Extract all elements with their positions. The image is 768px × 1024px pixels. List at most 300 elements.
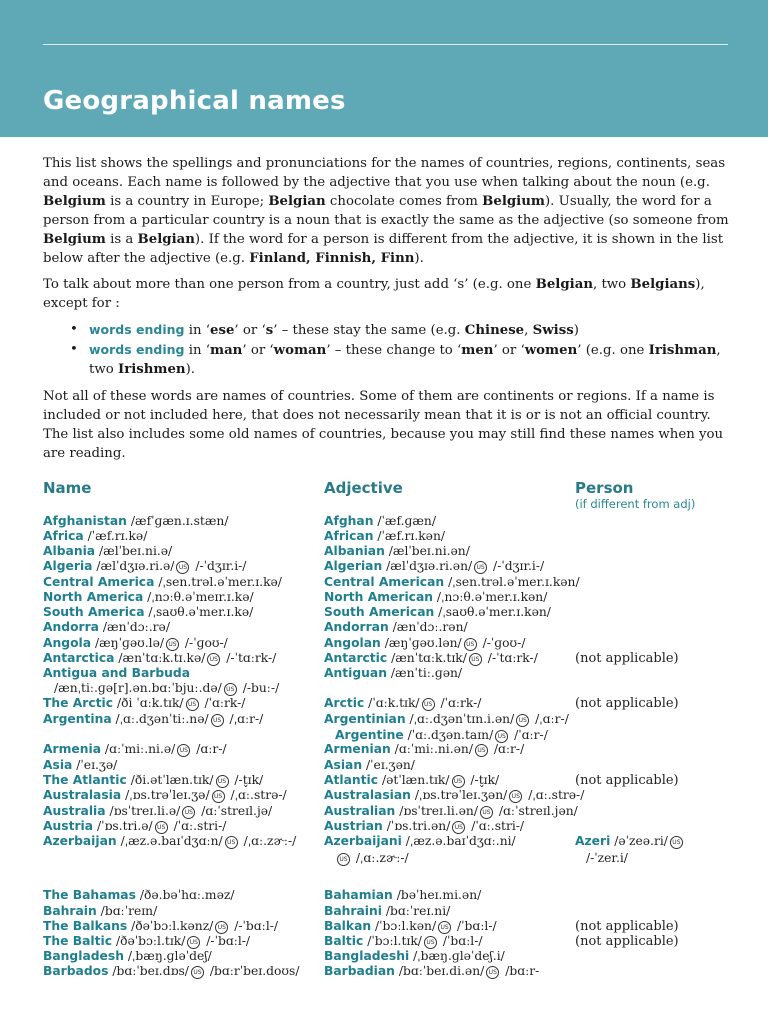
entry-row xyxy=(0,963,768,979)
highlight-term: words ending xyxy=(89,342,185,357)
adjective-pronunciation: /ænˈdɔː.rən/ xyxy=(388,620,468,634)
entry-person-cell xyxy=(586,850,628,866)
bold-term: Belgian xyxy=(535,277,593,292)
place-name: Central America xyxy=(43,575,155,589)
adjective-pronunciation: /ˌɑː.dʒənˈtɪn.i.ən/ xyxy=(405,712,515,726)
entry-adjective-cell xyxy=(324,887,481,903)
column-header-person: Person xyxy=(575,479,634,497)
entry-adjective-cell xyxy=(324,574,580,590)
entry-name-cell xyxy=(43,711,263,727)
entry-name-cell xyxy=(43,741,227,757)
us-pronunciation-icon: US xyxy=(187,936,200,949)
entry-name-cell xyxy=(43,757,117,773)
place-name: The Atlantic xyxy=(43,773,127,787)
name-pronunciation: /ˈæf.rɪ.kə/ xyxy=(83,529,148,543)
name-pronunciation: /bɑːˈbeɪ.dɒs/ xyxy=(108,964,189,978)
adjective-pronunciation: /ænˈtɑːk.tɪk/ xyxy=(387,651,467,665)
name-us-pronunciation: /-ˈdʒɪr.i-/ xyxy=(191,559,247,573)
adjective: Antarctic xyxy=(324,651,388,665)
text-run: Not all of these words are names of countries. Some of them are continents or regions. If a name is included or not included here, that does not necessarily mean that it is or is not an official country. The list also includes some old names of countries, because you may still find these names when you are reading. xyxy=(43,389,724,461)
us-pronunciation-icon: US xyxy=(177,744,190,757)
adjective-pronunciation: /ətˈlæn.tɪk/ xyxy=(378,773,450,787)
entry-name-cell xyxy=(43,787,287,803)
entry-name-cell xyxy=(43,604,253,620)
adjective: South American xyxy=(324,605,435,619)
place-name: Armenia xyxy=(43,742,102,756)
name-pronunciation: /bɑːˈreɪn/ xyxy=(96,904,158,918)
entry-name-cell xyxy=(43,903,157,919)
bold-term: Irishman xyxy=(648,343,717,358)
place-name: South America xyxy=(43,605,145,619)
text-run: ’ or ‘ xyxy=(234,323,266,338)
us-pronunciation-icon: US xyxy=(480,806,493,819)
name-us-pronunciation: /-ˈbɑːl-/ xyxy=(202,934,251,948)
not-applicable-note: (not applicable) xyxy=(575,919,679,934)
bold-term: woman xyxy=(273,343,327,358)
place-name: Azerbaijan xyxy=(43,834,117,848)
entry-name-cell xyxy=(43,665,190,681)
entry-name-cell xyxy=(43,543,172,559)
us-pronunciation-icon: US xyxy=(475,744,488,757)
name-pronunciation: /ælˈbeɪ.ni.ə/ xyxy=(95,544,173,558)
adjective: Australasian xyxy=(324,788,411,802)
bold-term: Chinese xyxy=(464,323,525,338)
text-run: ). xyxy=(414,251,424,266)
name-us-pronunciation: /ɑːˈstreɪl.jə/ xyxy=(197,804,273,818)
bold-term: Belgium xyxy=(43,232,106,247)
name-us-pronunciation: /ˌɑː.strə-/ xyxy=(226,788,287,802)
adjective: Bahraini xyxy=(324,904,382,918)
name-us-pronunciation: /-ˈbɑːl-/ xyxy=(230,919,279,933)
entry-adjective-cell xyxy=(324,757,415,773)
adjective-us-pronunciation: /ˌɑː.zɚː-/ xyxy=(352,851,409,865)
name-pronunciation: /ælˈdʒɪə.ri.ə/ xyxy=(92,559,175,573)
bold-term: men xyxy=(461,343,494,358)
text-run: ) xyxy=(573,323,579,338)
us-pronunciation-icon: US xyxy=(464,638,477,651)
name-pronunciation: /ði.ətˈlæn.tɪk/ xyxy=(126,773,214,787)
us-pronunciation-icon: US xyxy=(166,638,179,651)
adjective: Bahamian xyxy=(324,888,393,902)
adjective: Argentinian xyxy=(324,712,406,726)
name-pronunciation: /ðəˈbɔːl.tɪk/ xyxy=(112,934,186,948)
us-pronunciation-icon: US xyxy=(207,653,220,666)
adjective: Albanian xyxy=(324,544,385,558)
entry-name-cell xyxy=(43,635,228,651)
name-pronunciation: /ænˈdɔː.rə/ xyxy=(98,620,170,634)
name-pronunciation: /ɑːˈmiː.ni.ə/ xyxy=(101,742,176,756)
place-name: Asia xyxy=(43,758,73,772)
entry-row xyxy=(0,787,768,803)
us-pronunciation-icon: US xyxy=(516,714,529,727)
us-pronunciation-icon: US xyxy=(486,966,499,979)
entry-row xyxy=(0,604,768,620)
adjective-us-pronunciation: /ˈɑːr-/ xyxy=(510,728,548,742)
entry-adjective-cell xyxy=(324,711,569,727)
us-pronunciation-icon: US xyxy=(176,561,189,574)
not-applicable-note: (not applicable) xyxy=(575,651,679,666)
place-name: Albania xyxy=(43,544,96,558)
bold-term: ese xyxy=(210,323,235,338)
entry-row xyxy=(0,918,768,934)
entry-row xyxy=(0,887,768,903)
name-pronunciation: /ænˈtɑːk.tɪ.kə/ xyxy=(114,651,206,665)
text-run: ’ – these change to ‘ xyxy=(326,343,462,358)
entry-name-cell xyxy=(43,619,170,635)
us-pronunciation-icon: US xyxy=(155,821,168,834)
entry-adjective-cell xyxy=(324,833,516,849)
us-pronunciation-icon: US xyxy=(216,775,229,788)
page-title: Geographical names xyxy=(43,86,346,116)
entry-name-cell xyxy=(43,833,296,849)
adjective: Atlantic xyxy=(324,773,379,787)
entry-row xyxy=(0,850,768,866)
entry-adjective-cell xyxy=(324,635,525,651)
adjective-pronunciation: /ˌɒs.trəˈleɪ.ʒən/ xyxy=(410,788,508,802)
entry-adjective-cell xyxy=(324,665,462,681)
text-run: ), except for : xyxy=(43,277,705,311)
person-noun: Azeri xyxy=(575,834,611,848)
text-run: , two xyxy=(593,277,631,292)
entry-adjective-cell xyxy=(324,589,547,605)
bold-term: Finland, Finnish, Finn xyxy=(249,251,415,266)
us-pronunciation-icon: US xyxy=(424,936,437,949)
adjective: Antiguan xyxy=(324,666,387,680)
adjective-pronunciation: /ˌæz.ə.baɪˈdʒɑː.ni/ xyxy=(401,834,516,848)
us-pronunciation-icon: US xyxy=(212,790,225,803)
adjective-pronunciation: /ɒsˈtreɪ.li.ən/ xyxy=(395,804,478,818)
bold-term: women xyxy=(524,343,578,358)
us-pronunciation-icon: US xyxy=(224,683,237,696)
bold-term: Irishmen xyxy=(117,362,186,377)
entry-adjective-cell xyxy=(324,918,497,934)
entry-name-cell xyxy=(43,574,282,590)
us-pronunciation-icon: US xyxy=(469,653,482,666)
name-pronunciation: /ˌɒs.trəˈleɪ.ʒə/ xyxy=(121,788,210,802)
adjective-pronunciation: /æŋˈɡəʊ.lən/ xyxy=(380,636,462,650)
name-pronunciation: /ænˌtiː.ɡə[r].ən.bɑːˈbjuː.də/ xyxy=(54,681,222,695)
entry-name-cell xyxy=(43,650,276,666)
place-name: Bahrain xyxy=(43,904,97,918)
place-name: Angola xyxy=(43,636,92,650)
entry-row xyxy=(0,948,768,964)
us-pronunciation-icon: US xyxy=(452,775,465,788)
text-run: ’ – these stay the same (e.g. xyxy=(273,323,465,338)
us-pronunciation-icon: US xyxy=(337,853,350,866)
entry-name-cell xyxy=(43,918,278,934)
text-run: To talk about more than one person from a country, just add ‘s’ (e.g. one xyxy=(43,277,536,292)
entry-row xyxy=(0,619,768,635)
text-run: ). If the word for a person is different from the adjective, it is shown in the list below after the adjective (e.g. xyxy=(43,232,724,266)
entry-name-cell xyxy=(43,818,226,834)
text-run: ). xyxy=(185,362,196,377)
text-run: This list shows the spellings and pronunciations for the names of countries, regions, continents, seas and oceans. Each name is followed by the adjective that you use when talking about the noun (e.g. xyxy=(43,156,726,190)
entry-person-cell xyxy=(575,695,679,712)
highlight-term: words ending xyxy=(89,322,185,337)
text-run: , xyxy=(524,323,533,338)
column-header-adjective: Adjective xyxy=(324,479,403,497)
place-name: The Arctic xyxy=(43,696,114,710)
entry-name-cell xyxy=(54,680,279,696)
entry-row xyxy=(0,833,768,849)
adjective: African xyxy=(324,529,374,543)
us-pronunciation-icon: US xyxy=(474,561,487,574)
text-run: ’ or ‘ xyxy=(242,343,274,358)
adjective-pronunciation: /ˈbɔːl.tɪk/ xyxy=(363,934,422,948)
text-run: in ‘ xyxy=(184,323,210,338)
entry-row xyxy=(0,741,768,757)
adjective-pronunciation: /ˌbæŋ.ɡləˈdeʃ.i/ xyxy=(409,949,505,963)
entry-adjective-cell xyxy=(324,772,499,788)
name-pronunciation: /ˌnɔːθ.əˈmeɪr.ɪ.kə/ xyxy=(143,590,254,604)
place-name: Antarctica xyxy=(43,651,115,665)
place-name: Africa xyxy=(43,529,84,543)
adjective: Afghan xyxy=(324,514,374,528)
adjective: Bangladeshi xyxy=(324,949,410,963)
adjective: Asian xyxy=(324,758,363,772)
bold-term: s xyxy=(265,323,274,338)
name-us-pronunciation: /ˌɑː.zɚː-/ xyxy=(239,834,297,848)
text-run: ’ (e.g. one xyxy=(577,343,649,358)
entry-row xyxy=(0,803,768,819)
name-us-pronunciation: /-buː-/ xyxy=(238,681,280,695)
place-name: North America xyxy=(43,590,144,604)
entry-row xyxy=(0,528,768,544)
name-pronunciation: /æŋˈɡəʊ.lə/ xyxy=(91,636,164,650)
name-pronunciation: /ˌæz.ə.baɪˈdʒɑːn/ xyxy=(116,834,223,848)
name-pronunciation: /ˌbæŋ.ɡləˈdeʃ/ xyxy=(123,949,212,963)
place-name: Afghanistan xyxy=(43,514,127,528)
entry-adjective-cell xyxy=(324,803,578,819)
us-pronunciation-icon: US xyxy=(186,698,199,711)
entry-row xyxy=(0,903,768,919)
text-run: is a xyxy=(105,232,138,247)
entry-person-cell xyxy=(575,833,685,849)
name-us-pronunciation: /-t̬ɪk/ xyxy=(230,773,264,787)
place-name: The Baltic xyxy=(43,934,113,948)
adjective-pronunciation: /bəˈheɪ.mi.ən/ xyxy=(392,888,482,902)
place-name: Barbados xyxy=(43,964,109,978)
place-name: The Bahamas xyxy=(43,888,136,902)
entry-adjective-cell xyxy=(324,604,551,620)
adjective-pronunciation: /ˈɑːk.tɪk/ xyxy=(364,696,420,710)
name-us-pronunciation: /-ˈɡoʊ-/ xyxy=(181,636,228,650)
bold-term: Belgian xyxy=(137,232,195,247)
entry-name-cell xyxy=(43,589,254,605)
us-pronunciation-icon: US xyxy=(452,821,465,834)
text-run: , two xyxy=(89,343,721,377)
us-pronunciation-icon: US xyxy=(495,730,508,743)
entry-adjective-cell xyxy=(324,903,450,919)
name-us-pronunciation: /ˌɑːr-/ xyxy=(225,712,264,726)
us-pronunciation-icon: US xyxy=(215,921,228,934)
text-run: chocolate comes from xyxy=(325,194,483,209)
entry-adjective-cell xyxy=(324,543,470,559)
adjective-pronunciation: /ˌsaʊθ.əˈmer.ɪ.kən/ xyxy=(434,605,551,619)
adjective-pronunciation: /ˈbɔːl.kən/ xyxy=(371,919,437,933)
adjective-us-pronunciation: /ˌɑːr-/ xyxy=(531,712,569,726)
entry-row xyxy=(0,513,768,529)
name-pronunciation: /ði ˈɑːk.tɪk/ xyxy=(113,696,184,710)
name-pronunciation: /ðə.bəˈhɑː.məz/ xyxy=(135,888,235,902)
column-subheader-person: (if different from adj) xyxy=(575,497,696,511)
adjective: Balkan xyxy=(324,919,372,933)
entry-row xyxy=(0,933,768,949)
entry-row xyxy=(0,772,768,788)
entry-name-cell xyxy=(43,887,235,903)
name-pronunciation: /ɒsˈtreɪ.li.ə/ xyxy=(105,804,181,818)
entry-row xyxy=(0,711,768,727)
entry-row xyxy=(0,757,768,773)
adjective-pronunciation: /bɑːˈreɪ.ni/ xyxy=(381,904,451,918)
entry-adjective-cell xyxy=(335,850,409,866)
entry-adjective-cell xyxy=(324,695,481,711)
adjective-pronunciation: /ælˈdʒɪə.ri.ən/ xyxy=(382,559,473,573)
adjective-us-pronunciation: /ˈɑːrk-/ xyxy=(436,696,482,710)
text-run: ’ or ‘ xyxy=(493,343,525,358)
name-pronunciation: /ˈɒs.tri.ə/ xyxy=(93,819,153,833)
adjective-pronunciation: /ˌnɔːθ.əˈmer.ɪ.kən/ xyxy=(433,590,548,604)
us-pronunciation-icon: US xyxy=(670,836,683,849)
adjective-us-pronunciation: /ɑːˈstreɪl.jən/ xyxy=(495,804,578,818)
us-pronunciation-icon: US xyxy=(191,966,204,979)
text-run: in ‘ xyxy=(184,343,210,358)
adjective-us-pronunciation: /ˈbɑːl-/ xyxy=(438,934,483,948)
us-pronunciation-icon: US xyxy=(225,836,238,849)
adjective-pronunciation: /bɑːˈbeɪ.di.ən/ xyxy=(394,964,485,978)
adjective-us-pronunciation: /ɑːr-/ xyxy=(489,742,525,756)
adjective: Andorran xyxy=(324,620,389,634)
entry-name-cell xyxy=(43,772,263,788)
entry-adjective-cell xyxy=(324,650,538,666)
name-pronunciation: /ˌɑː.dʒənˈtiː.nə/ xyxy=(111,712,209,726)
place-name: Austria xyxy=(43,819,94,833)
adjective-pronunciation: /ælˈbeɪ.ni.ən/ xyxy=(384,544,470,558)
entry-row xyxy=(0,635,768,651)
adjective-us-pronunciation: /-ˈɡoʊ-/ xyxy=(478,636,526,650)
entry-name-cell xyxy=(43,803,272,819)
entry-row xyxy=(0,543,768,559)
adjective-pronunciation: /ˈeɪ.ʒən/ xyxy=(362,758,415,772)
adjective: Baltic xyxy=(324,934,364,948)
bold-term: man xyxy=(210,343,243,358)
entry-row xyxy=(0,589,768,605)
adjective-us-pronunciation: /ˈbɑːl-/ xyxy=(453,919,497,933)
us-pronunciation-icon: US xyxy=(438,921,451,934)
entry-name-cell xyxy=(43,933,250,949)
entry-adjective-cell xyxy=(324,619,468,635)
name-pronunciation: /æfˈɡæn.ɪ.stæn/ xyxy=(126,514,229,528)
place-name: Argentina xyxy=(43,712,112,726)
adjective-us-pronunciation: /ˈɑː.stri-/ xyxy=(467,819,525,833)
bold-term: Belgians xyxy=(630,277,696,292)
name-us-pronunciation: /ˈɑːrk-/ xyxy=(200,696,246,710)
entry-row xyxy=(0,680,768,696)
adjective: Argentine xyxy=(335,728,404,742)
adjective-pronunciation: /ˌsen.trəl.əˈmer.ɪ.kən/ xyxy=(444,575,580,589)
adjective: Azerbaijani xyxy=(324,834,402,848)
place-name: Antigua and Barbuda xyxy=(43,666,191,680)
entry-name-cell xyxy=(43,558,246,574)
adjective: Algerian xyxy=(324,559,383,573)
entry-row xyxy=(0,574,768,590)
adjective: Austrian xyxy=(324,819,383,833)
place-name: Algeria xyxy=(43,559,93,573)
entry-row xyxy=(0,695,768,711)
bold-term: Swiss xyxy=(532,323,574,338)
place-name: Bangladesh xyxy=(43,949,124,963)
entry-adjective-cell xyxy=(324,741,524,757)
not-applicable-note: (not applicable) xyxy=(575,696,679,711)
adjective-us-pronunciation: /-t̬ɪk/ xyxy=(466,773,500,787)
entry-adjective-cell xyxy=(324,933,483,949)
entry-adjective-cell xyxy=(324,948,505,964)
adjective: Angolan xyxy=(324,636,381,650)
place-name: Australasia xyxy=(43,788,122,802)
entry-adjective-cell xyxy=(324,787,584,803)
adjective: Arctic xyxy=(324,696,365,710)
bold-term: Belgium xyxy=(482,194,545,209)
name-us-pronunciation: /bɑːrˈbeɪ.doʊs/ xyxy=(205,964,300,978)
entry-row xyxy=(0,650,768,666)
entry-name-cell xyxy=(43,528,147,544)
column-header-name: Name xyxy=(43,479,92,497)
us-pronunciation-icon: US xyxy=(182,806,195,819)
adjective: Armenian xyxy=(324,742,391,756)
us-pronunciation-icon: US xyxy=(509,790,522,803)
bold-term: Belgium xyxy=(43,194,106,209)
adjective: North American xyxy=(324,590,434,604)
place-name: Andorra xyxy=(43,620,99,634)
name-us-pronunciation: /-ˈtɑːrk-/ xyxy=(222,651,277,665)
text-run: ). Usually, the word for a person from a particular country is a noun that is exactly the same as the adjective (so someone from xyxy=(43,194,729,228)
us-pronunciation-icon: US xyxy=(211,714,224,727)
us-pronunciation-icon: US xyxy=(422,698,435,711)
entry-name-cell xyxy=(43,963,299,979)
place-name: The Balkans xyxy=(43,919,128,933)
not-applicable-note: (not applicable) xyxy=(575,773,679,788)
place-name: Australia xyxy=(43,804,106,818)
bold-term: Belgian xyxy=(268,194,326,209)
entry-row xyxy=(0,558,768,574)
entry-adjective-cell xyxy=(324,513,436,529)
adjective: Australian xyxy=(324,804,396,818)
adjective: Barbadian xyxy=(324,964,395,978)
adjective-pronunciation: /ˈɒs.tri.ən/ xyxy=(382,819,451,833)
adjective-pronunciation: /ænˈtiː.ɡən/ xyxy=(386,666,463,680)
entry-name-cell xyxy=(43,513,228,529)
name-us-pronunciation: /ɑːr-/ xyxy=(192,742,227,756)
person-pronunciation: /əˈzeə.ri/ xyxy=(610,834,668,848)
entry-row xyxy=(0,665,768,681)
name-pronunciation: /ˌsaʊθ.əˈmer.ɪ.kə/ xyxy=(144,605,254,619)
entry-adjective-cell xyxy=(324,963,539,979)
adjective-pronunciation: /ɑːˈmiː.ni.ən/ xyxy=(390,742,473,756)
entry-name-cell xyxy=(43,695,245,711)
name-us-pronunciation: /ˈɑː.stri-/ xyxy=(169,819,227,833)
entry-adjective-cell xyxy=(324,818,524,834)
name-pronunciation: /ˈeɪ.ʒə/ xyxy=(72,758,118,772)
adjective-pronunciation: /ˈɑː.dʒən.taɪn/ xyxy=(403,728,494,742)
not-applicable-note: (not applicable) xyxy=(575,934,679,949)
adjective-pronunciation: /ˈæf.rɪ.kən/ xyxy=(373,529,446,543)
entry-adjective-cell xyxy=(324,558,544,574)
name-pronunciation: /ˌsen.trəl.əˈmer.ɪ.kə/ xyxy=(154,575,282,589)
name-pronunciation: /ðəˈbɔːl.kənz/ xyxy=(127,919,214,933)
adjective-us-pronunciation: /-ˈtɑːrk-/ xyxy=(483,651,538,665)
text-run: is a country in Europe; xyxy=(105,194,269,209)
adjective-us-pronunciation: /-ˈdʒɪr.i-/ xyxy=(489,559,545,573)
